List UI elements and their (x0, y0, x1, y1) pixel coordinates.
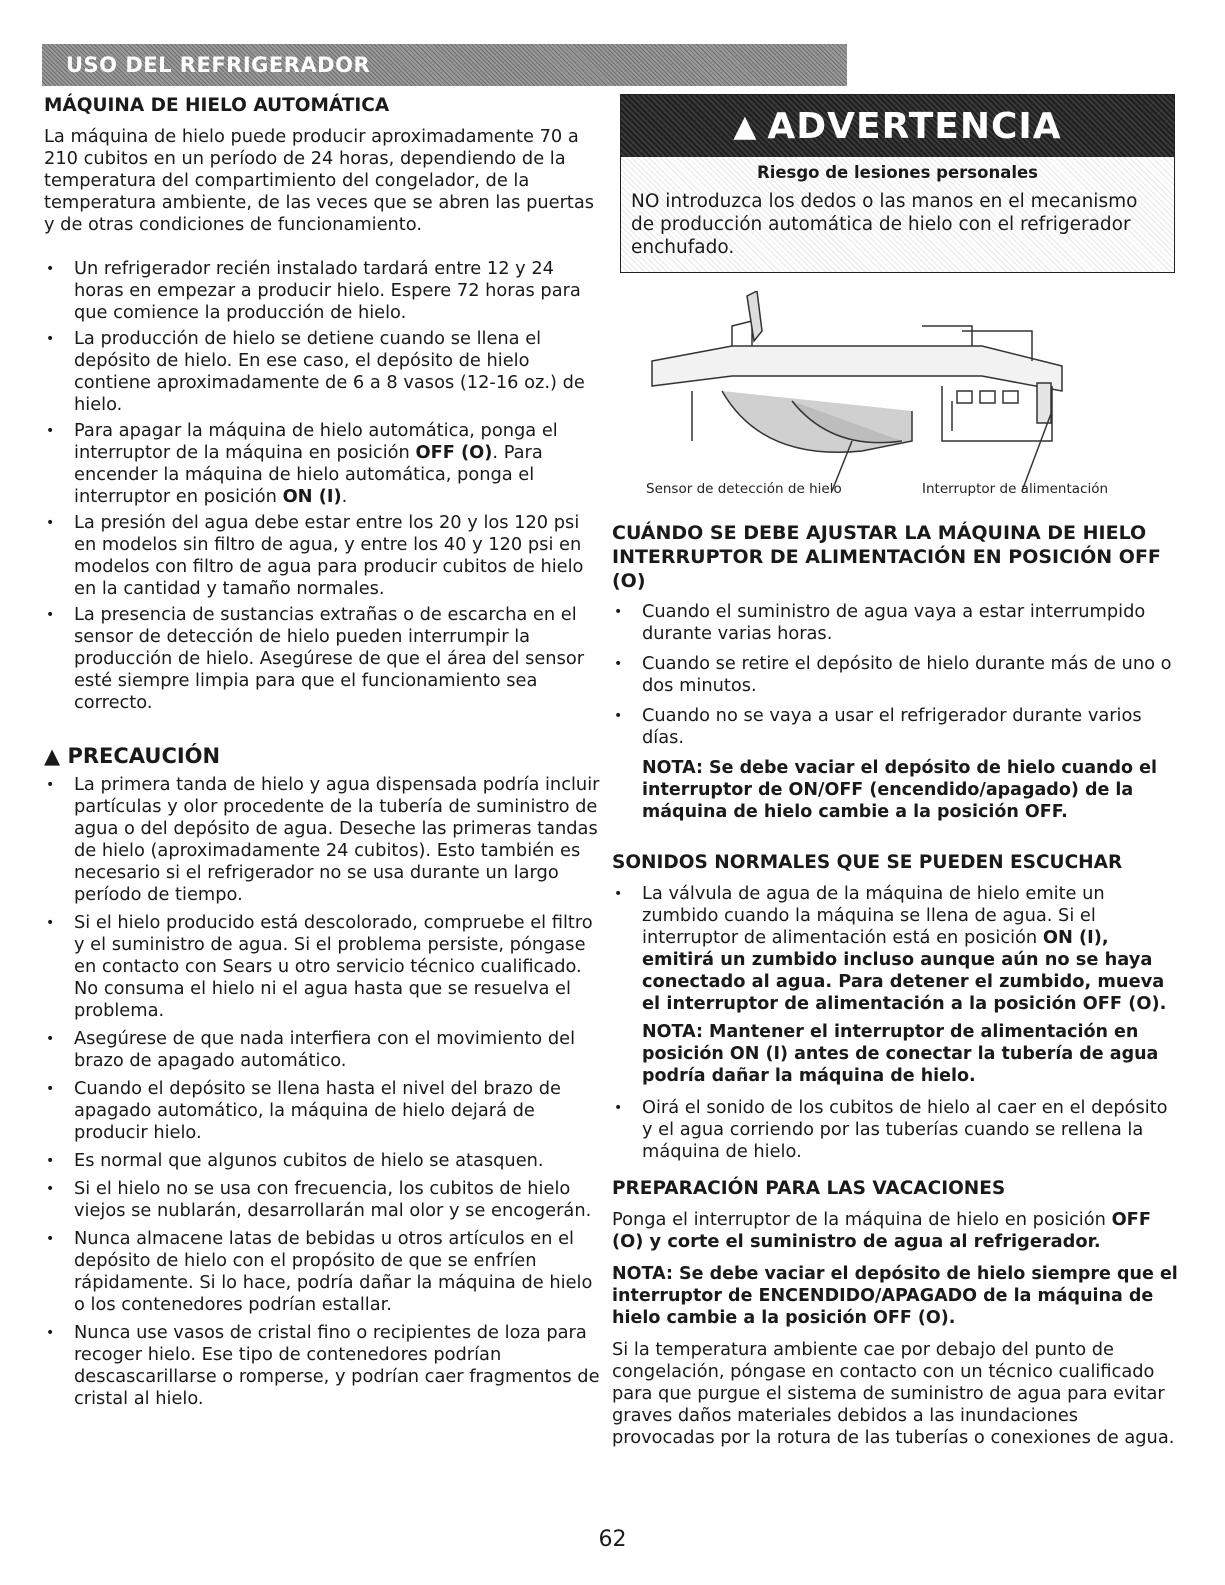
warning-text: NO introduzca los dedos o las manos en el mecanismo de producción automática de hielo con el refrigerador enchufado. (631, 191, 1138, 258)
list-item: • La presión del agua debe estar entre los 20 y los 120 psi en modelos sin filtro de agua, y entre los 40 y 120 psi en modelos con filtro de agua para producir cubitos de hielo en la cantidad y tamaño normales. (44, 512, 604, 600)
warning-title: ADVERTENCIA (767, 105, 1062, 147)
ice-maker-list (44, 258, 604, 714)
ice-maker-illustration (612, 291, 1182, 501)
list-item: • Si el hielo no se usa con frecuencia, los cubitos de hielo viejos se nublarán, desarrollarán mal olor y se encogerán. (44, 1178, 604, 1222)
vacation-text-2: Si la temperatura ambiente cae por debajo del punto de congelación, póngase en contacto con un técnico cualificado para que purgue el sistema de suministro de agua para evitar graves daños materiales debidos a las inundaciones provocadas por la rotura de las tuberías o conexiones de agua. (612, 1339, 1175, 1448)
text: . Para encender la máquina de hielo automática, ponga el interruptor en posición (74, 442, 543, 507)
on-label: ON (I) (282, 486, 342, 507)
warning-subtitle: Riesgo de lesiones personales (756, 163, 1038, 182)
page-number: 62 (598, 1527, 627, 1552)
ice-maker-intro: La máquina de hielo puede producir aproximadamente 70 a 210 cubitos en un período de 24 horas, dependiendo de la temperatura del compartimiento del congelador, de la temperatura ambiente, de las veces que se abren las puertas y de otras condiciones de funcionamiento. (44, 126, 595, 235)
caution-icon: ▲ (44, 744, 61, 768)
sensor-caption: Sensor de detección de hielo (646, 481, 842, 497)
vacation-heading: PREPARACIÓN PARA LAS VACACIONES (612, 1178, 1006, 1199)
list-item: • Cuando el suministro de agua vaya a estar interrumpido durante varias horas. (612, 601, 1182, 645)
list-item: • Cuando el depósito se llena hasta el nivel del brazo de apagado automático, la máquina de hielo dejará de producir hielo. (44, 1078, 604, 1144)
list-item: • Si el hielo producido está descolorado, compruebe el filtro y el suministro de agua. Si el problema persiste, póngase en contacto con Sears u otro servicio técnico cualificado. No consuma el hielo ni el agua hasta que se resuelva el problema. (44, 912, 604, 1022)
right-column (612, 94, 1182, 1449)
list-item (612, 883, 1182, 1015)
section-banner: USO DEL REFRIGERADOR (42, 44, 847, 86)
list-item: • Es normal que algunos cubitos de hielo se atasquen. (44, 1150, 604, 1172)
text: . (341, 486, 348, 507)
list-item: • Cuando no se vaya a usar el refrigerador durante varios días. (612, 705, 1182, 749)
text-bold: ON (I), emitirá un zumbido incluso aunque aún no se haya conectado al agua. Para detener el zumbido, mueva el interruptor de alimentación a la posición OFF (O). (642, 927, 1167, 1014)
list-item: • Oirá el sonido de los cubitos de hielo al caer en el depósito y el agua corriendo por las tuberías cuando se rellena la máquina de hielo. (612, 1097, 1182, 1163)
list-item: • Un refrigerador recién instalado tardará entre 12 y 24 horas en empezar a producir hielo. Espere 72 horas para que comience la producción de hielo. (44, 258, 604, 324)
caution-heading (44, 744, 604, 768)
vacation-note: NOTA: Se debe vaciar el depósito de hielo siempre que el interruptor de ENCENDIDO/APAGADO de la máquina de hielo cambie a la posición OFF (O). (612, 1264, 1178, 1328)
sounds-heading: SONIDOS NORMALES QUE SE PUEDEN ESCUCHAR (612, 852, 1123, 873)
off-label: OFF (O) (415, 442, 493, 463)
caution-title: PRECAUCIÓN (67, 744, 221, 768)
text: Ponga el interruptor de la máquina de hielo en posición (612, 1209, 1112, 1230)
list-item: • Nunca use vasos de cristal fino o recipientes de loza para recoger hielo. Ese tipo de contenedores podrían descascarillarse o romperse, y podrían caer fragmentos de cristal al hielo. (44, 1322, 604, 1410)
vacation-text (612, 1209, 1182, 1253)
list-item: • La primera tanda de hielo y agua dispensada podría incluir partículas y olor procedente de la tubería de suministro de agua o del depósito de agua. Deseche las primeras tandas de hielo (aproximadamente 24 cubitos). Esto también es necesario si el refrigerador no se usa durante un largo período de tiempo. (44, 774, 604, 906)
ice-maker-heading: MÁQUINA DE HIELO AUTOMÁTICA (44, 95, 390, 116)
sounds-note: NOTA: Mantener el interruptor de alimentación en posición ON (I) antes de conectar la tubería de agua podría dañar la máquina de hielo. (642, 1022, 1159, 1086)
sounds-list (612, 883, 1182, 1015)
text: La válvula de agua de la máquina de hielo emite un zumbido cuando la máquina se llena de agua. Si el interruptor de alimentación está en posición (642, 883, 1105, 948)
list-item: • La producción de hielo se detiene cuando se llena el depósito de hielo. En ese caso, el depósito de hielo contiene aproximadamente de 6 a 8 vasos (12-16 oz.) de hielo. (44, 328, 604, 416)
when-list (612, 601, 1182, 749)
ice-maker-drawing (612, 291, 1182, 501)
text: Para apagar la máquina de hielo automática, ponga el interruptor de la máquina en posición (74, 420, 558, 463)
when-note: NOTA: Se debe vaciar el depósito de hielo cuando el interruptor de ON/OFF (encendido/apagado) de la máquina de hielo cambie a la posición OFF. (642, 758, 1157, 822)
left-column (44, 94, 604, 1410)
warning-box (620, 94, 1175, 273)
list-item: • Cuando se retire el depósito de hielo durante más de uno o dos minutos. (612, 653, 1182, 697)
list-item (44, 420, 604, 508)
sounds-list-2 (612, 1097, 1182, 1163)
warning-header (621, 95, 1174, 157)
warning-icon: ▲ (733, 108, 758, 144)
caution-list (44, 774, 604, 1410)
list-item: • Asegúrese de que nada interfiera con el movimiento del brazo de apagado automático. (44, 1028, 604, 1072)
list-item: • Nunca almacene latas de bebidas u otros artículos en el depósito de hielo con el propósito de que se enfríen rápidamente. Si lo hace, podría dañar la máquina de hielo o los contenedores podrían estallar. (44, 1228, 604, 1316)
list-item: • La presencia de sustancias extrañas o de escarcha en el sensor de detección de hielo pueden interrumpir la producción de hielo. Asegúrese de que el área del sensor esté siempre limpia para que el funcionamiento sea correcto. (44, 604, 604, 714)
switch-caption: Interruptor de alimentación (922, 481, 1109, 497)
text-bold: OFF (O) y corte el suministro de agua al refrigerador. (612, 1209, 1151, 1252)
when-heading: CUÁNDO SE DEBE AJUSTAR LA MÁQUINA DE HIELO INTERRUPTOR DE ALIMENTACIÓN EN POSICIÓN OFF (O) (612, 522, 1161, 592)
